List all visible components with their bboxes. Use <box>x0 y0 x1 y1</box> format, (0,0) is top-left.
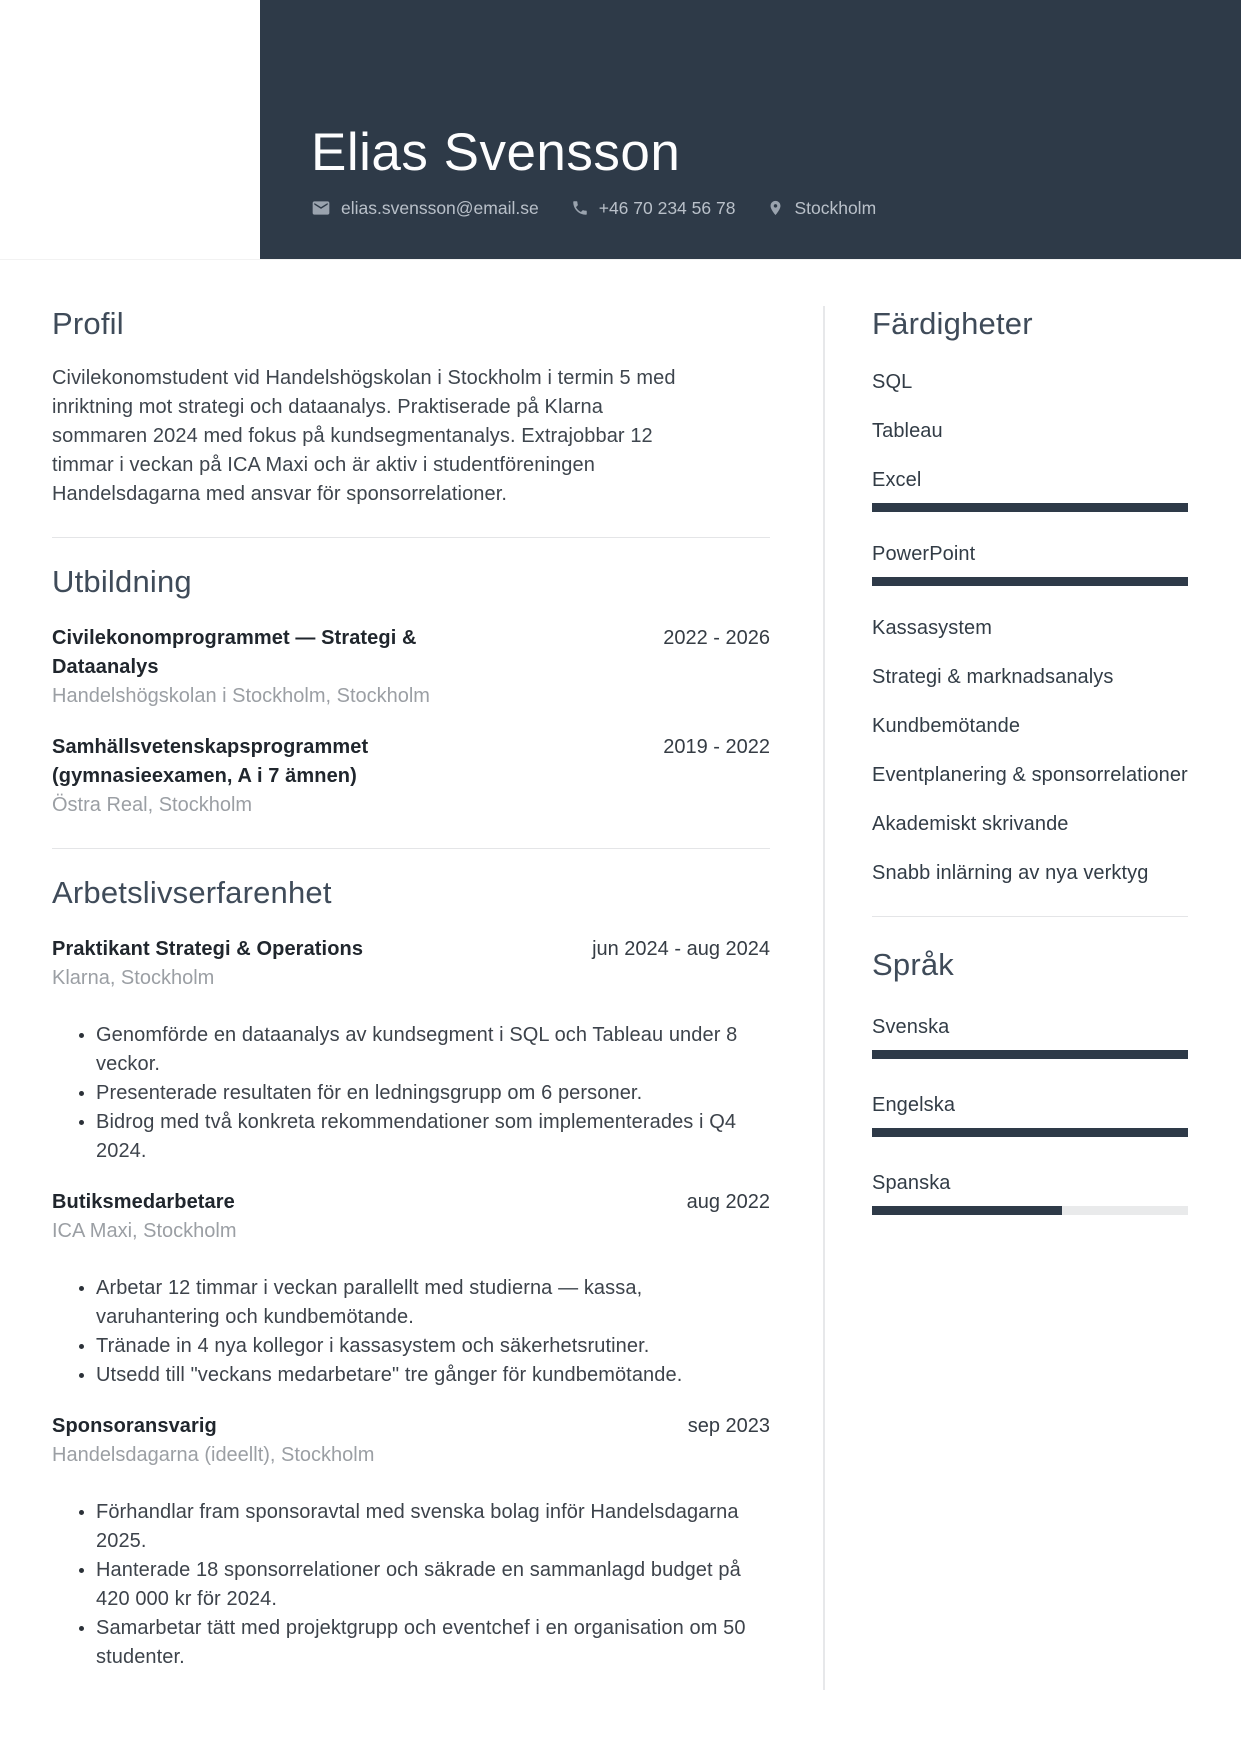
email-icon <box>311 198 331 218</box>
skill-item <box>872 540 1188 586</box>
skill-label: Akademiskt skrivande <box>872 813 1069 835</box>
job-company: ICA Maxi, Stockholm <box>52 1220 237 1242</box>
skill-label: PowerPoint <box>872 543 976 565</box>
header-band <box>0 0 1241 260</box>
location-text: Stockholm <box>794 198 877 218</box>
skill-item <box>872 417 1188 446</box>
skill-label: SQL <box>872 371 913 393</box>
education-title: Samhällsvetenskapsprogrammet (gymnasieexamen, A i 7 ämnen) <box>52 736 369 787</box>
contact-email <box>311 197 539 219</box>
skills-list <box>872 368 1188 888</box>
divider <box>52 537 770 538</box>
skill-item <box>872 663 1188 692</box>
education-dates: 2022 - 2026 <box>663 627 770 649</box>
sidebar <box>872 306 1188 1247</box>
content <box>0 260 1241 1690</box>
skill-label: Excel <box>872 469 922 491</box>
job-company: Klarna, Stockholm <box>52 967 215 989</box>
contact-phone <box>571 197 736 219</box>
skill-item <box>872 466 1188 512</box>
job-entry <box>52 1188 770 1390</box>
phone-icon <box>571 199 589 217</box>
job-title: Sponsoransvarig <box>52 1415 217 1437</box>
job-bullet: • Bidrog med två konkreta rekommendationer som implementerades i Q4 2024. <box>96 1108 770 1166</box>
language-label: Engelska <box>872 1094 956 1116</box>
job-bullet: • Genomförde en dataanalys av kundsegment i SQL och Tableau under 8 veckor. <box>96 1021 770 1079</box>
skill-item <box>872 859 1188 888</box>
contact-location <box>767 197 876 219</box>
job-bullet: • Förhandlar fram sponsoravtal med svenska bolag inför Handelsdagarna 2025. <box>96 1498 770 1556</box>
profile-line: timmar i veckan på ICA Maxi och är aktiv i studentföreningen <box>52 454 595 476</box>
job-bullet: • Samarbetar tätt med projektgrupp och eventchef i en organisation om 50 studenter. <box>96 1614 770 1672</box>
job-title: Butiksmedarbetare <box>52 1191 235 1213</box>
language-item <box>872 1169 1188 1215</box>
job-bullets <box>52 1498 770 1672</box>
job-bullets <box>52 1274 770 1390</box>
header <box>260 0 1241 259</box>
skill-bar-fill <box>872 503 1188 512</box>
profile-heading: Profil <box>52 306 124 341</box>
language-label: Svenska <box>872 1016 950 1038</box>
entry-head <box>52 935 770 964</box>
language-bar-track <box>872 1050 1188 1059</box>
profile-line: Civilekonomstudent vid Handelshögskolan i Stockholm i termin 5 med <box>52 367 676 389</box>
job-bullet: • Hanterade 18 sponsorrelationer och säkrade en sammanlagd budget på 420 000 kr för 2024. <box>96 1556 770 1614</box>
skill-label: Kundbemötande <box>872 715 1021 737</box>
job-bullets <box>52 1021 770 1166</box>
main-column <box>52 306 770 1672</box>
section-education <box>52 564 770 820</box>
skill-item <box>872 761 1188 790</box>
language-bar-track <box>872 1128 1188 1137</box>
job-bullet: • Utsedd till "veckans medarbetare" tre gånger för kundbemötande. <box>96 1361 770 1390</box>
skill-item <box>872 712 1188 741</box>
skill-label: Tableau <box>872 420 943 442</box>
experience-heading: Arbetslivserfarenhet <box>52 875 332 910</box>
languages-heading: Språk <box>872 947 954 982</box>
contact-row <box>311 197 1241 219</box>
skill-label: Snabb inlärning av nya verktyg <box>872 862 1149 884</box>
education-heading: Utbildning <box>52 564 192 599</box>
language-bar-fill <box>872 1050 1188 1059</box>
education-entry <box>52 733 770 820</box>
location-icon <box>767 199 784 217</box>
skill-label: Eventplanering & sponsorrelationer <box>872 764 1188 786</box>
job-title: Praktikant Strategi & Operations <box>52 938 364 960</box>
language-bar-fill <box>872 1128 1188 1137</box>
entry-head <box>52 733 770 791</box>
job-bullet: • Presenterade resultaten för en ledningsgrupp om 6 personer. <box>96 1079 770 1108</box>
education-school: Östra Real, Stockholm <box>52 794 253 816</box>
job-entry <box>52 1412 770 1672</box>
language-item <box>872 1013 1188 1059</box>
language-label: Spanska <box>872 1172 951 1194</box>
column-divider <box>823 306 825 1690</box>
job-company: Handelsdagarna (ideellt), Stockholm <box>52 1444 375 1466</box>
language-bar-track <box>872 1206 1188 1215</box>
person-name: Elias Svensson <box>311 122 681 182</box>
skill-bar-fill <box>872 577 1188 586</box>
job-dates: sep 2023 <box>687 1415 770 1437</box>
job-dates: jun 2024 - aug 2024 <box>592 938 770 960</box>
section-profile <box>52 306 770 509</box>
phone-text: +46 70 234 56 78 <box>598 198 736 218</box>
education-dates: 2019 - 2022 <box>663 736 770 758</box>
skill-bar-track <box>872 503 1188 512</box>
email-text: elias.svensson@email.se <box>341 198 539 218</box>
divider <box>872 916 1188 917</box>
entry-head <box>52 1188 770 1217</box>
job-bullet: • Tränade in 4 nya kollegor i kassasystem och säkerhetsrutiner. <box>96 1332 770 1361</box>
skill-label: Kassasystem <box>872 617 993 639</box>
languages-list <box>872 1013 1188 1215</box>
entry-head <box>52 624 770 682</box>
profile-line: sommaren 2024 med fokus på kundsegmentanalys. Extrajobbar 12 <box>52 425 653 447</box>
profile-line: Handelsdagarna med ansvar för sponsorrelationer. <box>52 483 508 505</box>
skill-item <box>872 810 1188 839</box>
profile-line: inriktning mot strategi och dataanalys. Praktiserade på Klarna <box>52 396 603 418</box>
education-entry <box>52 624 770 711</box>
job-dates: aug 2022 <box>686 1191 770 1213</box>
profile-paragraph <box>52 364 770 509</box>
language-bar-fill <box>872 1206 1062 1215</box>
job-bullet: • Arbetar 12 timmar i veckan parallellt med studierna — kassa, varuhantering och kundbemötande. <box>96 1274 770 1332</box>
education-school: Handelshögskolan i Stockholm, Stockholm <box>52 685 430 707</box>
skill-bar-track <box>872 577 1188 586</box>
divider <box>52 848 770 849</box>
education-title: Civilekonomprogrammet — Strategi & Dataanalys <box>52 627 417 678</box>
skills-heading: Färdigheter <box>872 306 1033 341</box>
skill-label: Strategi & marknadsanalys <box>872 666 1114 688</box>
skill-item <box>872 368 1188 397</box>
job-entry <box>52 935 770 1166</box>
entry-head <box>52 1412 770 1441</box>
section-experience <box>52 875 770 1672</box>
language-item <box>872 1091 1188 1137</box>
skill-item <box>872 614 1188 643</box>
